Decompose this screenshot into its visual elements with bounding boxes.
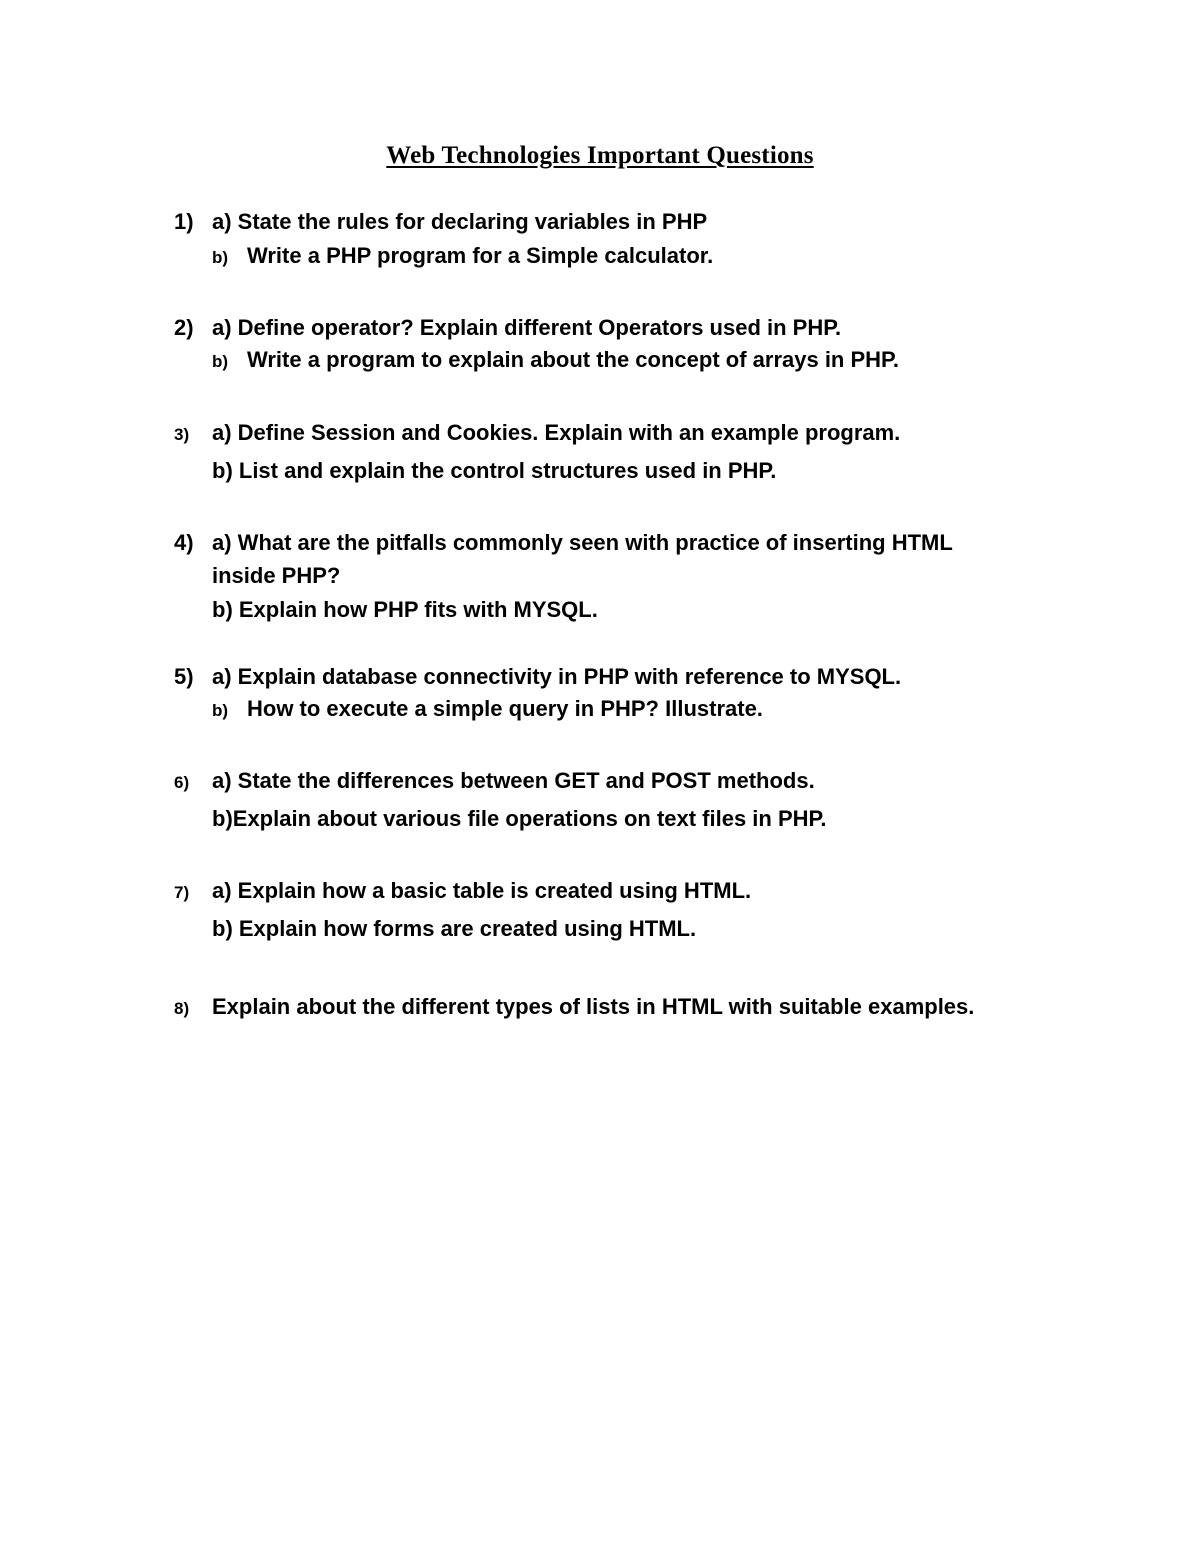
question-part-a-continuation: inside PHP? <box>212 563 341 588</box>
question-part-b: b) Explain how PHP fits with MYSQL. <box>212 597 598 622</box>
question-part-b: Write a PHP program for a Simple calculator. <box>247 243 714 268</box>
question-part-b: Write a program to explain about the concept of arrays in PHP. <box>247 347 899 372</box>
question-part-a: a) Explain how a basic table is created using HTML. <box>212 878 752 903</box>
question-number: 8) <box>174 999 190 1018</box>
question-part-a: a) What are the pitfalls commonly seen with practice of inserting HTML <box>212 530 953 555</box>
question-number: 6) <box>174 773 190 792</box>
question-number: 4) <box>174 530 194 555</box>
question-number: 7) <box>174 883 190 902</box>
part-b-label: b) <box>212 352 229 371</box>
question-number: 5) <box>174 664 194 689</box>
question-number: 2) <box>174 315 194 340</box>
question-part-a: a) Explain database connectivity in PHP with reference to MYSQL. <box>212 664 902 689</box>
question-part-a: a) State the rules for declaring variables in PHP <box>212 209 708 234</box>
question-number: 3) <box>174 425 190 444</box>
question-part-a: a) State the differences between GET and POST methods. <box>212 768 815 793</box>
question-part-b: How to execute a simple query in PHP? Illustrate. <box>247 696 763 721</box>
page-title: Web Technologies Important Questions <box>386 142 814 169</box>
question-part-b: b) Explain how forms are created using HTML. <box>212 916 697 941</box>
question-part-b: b)Explain about various file operations on text files in PHP. <box>212 806 827 831</box>
part-b-label: b) <box>212 701 229 720</box>
question-text: Explain about the different types of lists in HTML with suitable examples. <box>212 994 975 1019</box>
question-number: 1) <box>174 209 194 234</box>
question-part-a: a) Define operator? Explain different Operators used in PHP. <box>212 315 842 340</box>
part-b-label: b) <box>212 248 229 267</box>
question-part-b: b) List and explain the control structures used in PHP. <box>212 458 777 483</box>
question-part-a: a) Define Session and Cookies. Explain with an example program. <box>212 420 901 445</box>
